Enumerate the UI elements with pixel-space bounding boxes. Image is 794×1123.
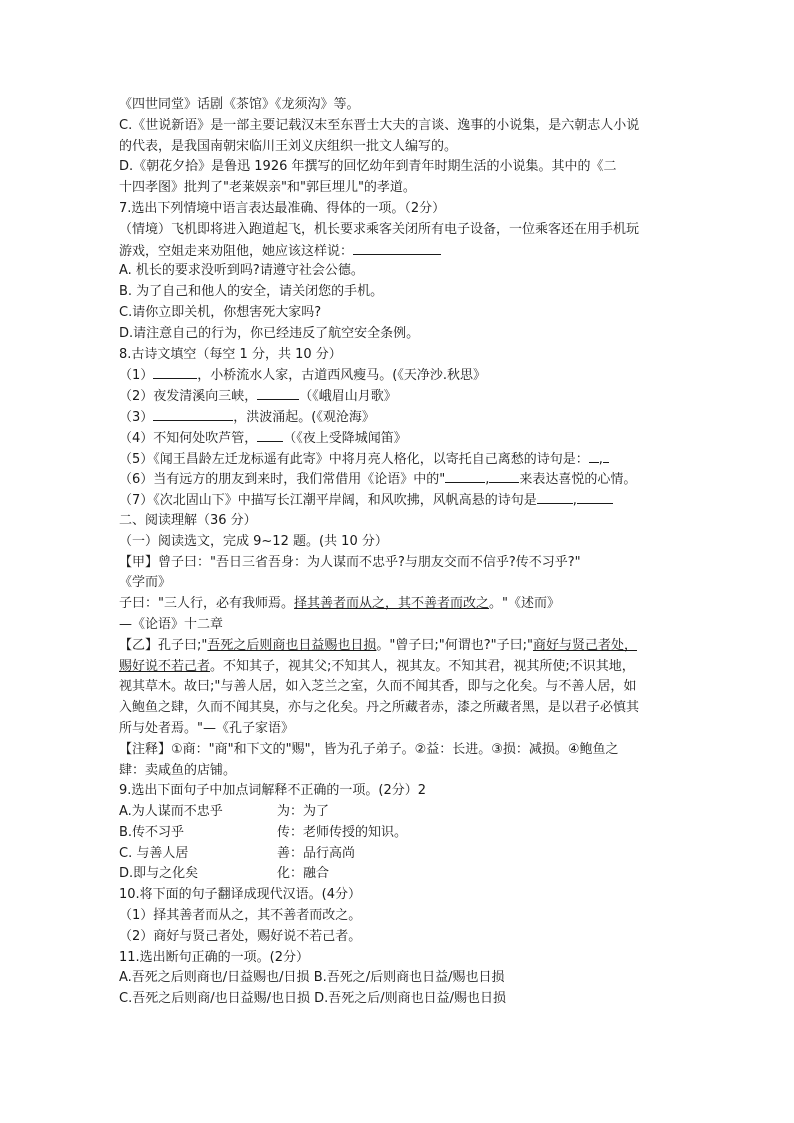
q7-context-line2: [119, 241, 681, 262]
q7-option-b: B. 为了自己和他人的安全，请关闭您的手机。: [119, 284, 384, 300]
comma: ,: [572, 493, 577, 509]
q8-item-2-source: （《峨眉山月歌》: [299, 389, 397, 405]
q9-option-b: [119, 823, 681, 844]
q7-option-d: D.请注意自己的行为，你已经违反了航空安全条例。: [119, 325, 420, 341]
q9-option-d: [119, 864, 681, 885]
answer-blank[interactable]: [153, 407, 233, 421]
q8-item-2-text: （2）夜发清溪向三峡，: [119, 389, 258, 405]
q7-option-a: A. 机长的要求没听到吗?请遵守社会公德。: [119, 263, 364, 279]
q8-item-2: [119, 386, 681, 407]
q7-context: （情境）飞机即将进入跑道起飞，机长要求乘客关闭所有电子设备，一位乘客还在用手机玩: [119, 221, 640, 237]
q10-item-2: （2）商好与贤己者处，赐好说不若己者。: [119, 928, 362, 944]
q8-item-6-tail: 来表达喜悦的心情。: [519, 472, 637, 488]
q8-item-4-text: （4）不知何处吹芦管，: [119, 430, 258, 446]
passage-jia-source: 《学而》: [119, 575, 172, 591]
comma: ,: [485, 472, 490, 488]
answer-blank[interactable]: [589, 449, 599, 463]
q8-item-6: [119, 469, 681, 490]
yi-text: 【乙】孔子曰;": [119, 637, 208, 653]
passage-yi-line1: [119, 636, 681, 657]
q9-option-c-sentence: C. 与善人居: [119, 845, 189, 861]
passage-yi-line2: [119, 657, 681, 678]
q8-item-3-num: （3）: [119, 409, 154, 425]
q8-item-5: [119, 449, 681, 470]
underlined-sentence: 赐好说不若己者: [119, 658, 211, 674]
q8-item-3-text: ，洪波涌起。(《观沧海》: [233, 409, 375, 425]
yi-text: 。不知其子，视其父;不知其人，视其友。不知其君，视其所使;不识其地，: [210, 658, 635, 674]
jia-source: 。"《述而》: [489, 596, 560, 612]
passage-jia-line: [119, 594, 681, 615]
question-9: 9.选出下面句子中加点词解释不正确的一项。(2分）2: [119, 783, 427, 799]
jia-text: 子曰："三人行，必有我师焉。: [119, 596, 294, 612]
q9-option-d-sentence: D.即与之化矣: [119, 866, 199, 882]
answer-blank[interactable]: [537, 490, 573, 504]
text-line: 的代表，是我国南朝宋临川王刘义庆组织一批文人编写的。: [119, 138, 458, 154]
answer-blank[interactable]: [257, 386, 299, 400]
question-7: 7.选出下列情境中语言表达最准确、得体的一项。（2分）: [119, 200, 446, 216]
q8-item-6-text: （6）当有远方的朋友到来时，我们常借用《论语》中的": [119, 472, 446, 488]
q9-option-d-gloss: 化：融合: [277, 866, 330, 882]
q8-item-1: [119, 365, 681, 386]
underlined-sentence: 吾死之后则商也日益赐也日损: [207, 637, 377, 653]
yi-text: 。"曾子曰;"何谓也?"子曰;": [376, 637, 533, 653]
answer-blank[interactable]: [577, 490, 613, 504]
q8-item-7-text: （7）《次北固山下》中描写长江潮平岸阔，和风吹拂，风帆高悬的诗句是: [119, 493, 537, 509]
section-2-title: 二、阅读理解（36 分）: [119, 512, 257, 528]
q9-option-c-gloss: 善：品行高尚: [277, 845, 356, 861]
q9-option-a-gloss: 为：为了: [277, 804, 330, 820]
text-line: 十四孝图》批判了"老莱娱亲"和"郭巨埋儿"的孝道。: [119, 180, 416, 196]
answer-blank[interactable]: [257, 428, 283, 442]
q9-option-a: [119, 802, 681, 823]
option-d-text: D.《朝花夕拾》是鲁迅 1926 年撰写的回忆幼年到青年时期生活的小说集。其中的《二: [119, 159, 617, 175]
passage-yi-line5: 所与处者焉。"—《孔子家语》: [119, 720, 294, 736]
q10-item-1: （1）择其善者而从之，其不善者而改之。: [119, 908, 362, 924]
q9-option-b-sentence: B.传不习乎: [119, 824, 185, 840]
q9-option-c: [119, 844, 681, 865]
q11-options-cd: C.吾死之后则商/也日益赐/也日损 D.吾死之后/则商也日益/赐也日损: [119, 991, 507, 1007]
passage-yi-line4: 入鲍鱼之肆，久而不闻其臭，亦与之化矣。丹之所藏者赤，漆之所藏者黑，是以君子必慎其: [119, 700, 640, 716]
q8-item-7: [119, 490, 681, 511]
exam-page: [119, 95, 681, 1010]
q8-item-3: [119, 407, 681, 428]
answer-blank[interactable]: [153, 365, 197, 379]
underlined-sentence: 商好与贤己者处，: [532, 637, 637, 653]
q8-item-4: [119, 428, 681, 449]
notes: 【注释】①商："商"和下文的"赐"，皆为孔子弟子。②益：长进。③损：减损。④鲍鱼之: [119, 741, 619, 757]
answer-blank[interactable]: [445, 469, 485, 483]
passage-jia: 【甲】曾子曰："吾日三省吾身：为人谋而不忠乎?与朋友交而不信乎?传不习乎?": [119, 554, 581, 570]
comma: ,: [598, 451, 603, 467]
text-line: 《四世同堂》话剧《茶馆》《龙须沟》等。: [119, 97, 360, 112]
answer-blank[interactable]: [603, 449, 609, 463]
q11-options-ab: A.吾死之后则商也/日益赐也/日损 B.吾死之/后则商也日益/赐也日损: [119, 970, 505, 986]
q8-item-1-num: （1）: [119, 368, 154, 384]
question-11: 11.选出断句正确的一项。(2分）: [119, 949, 310, 965]
notes-cont: 肆：卖咸鱼的店铺。: [119, 762, 237, 778]
q8-item-5-text: （5）《闻王昌龄左迁龙标遥有此寄》中将月亮人格化，以寄托自己离愁的诗句是：: [119, 451, 589, 467]
q7-option-c: C.请你立即关机，你想害死大家吗?: [119, 304, 322, 320]
answer-blank[interactable]: [353, 241, 441, 255]
answer-blank[interactable]: [489, 469, 519, 483]
option-c-text: C.《世说新语》是一部主要记载汉末至东晋士大夫的言谈、逸事的小说集，是六朝志人小说: [119, 117, 640, 133]
subsection-1-title: （一）阅读选文，完成 9~12 题。(共 10 分）: [119, 533, 388, 549]
q7-context-text: 游戏，空姐走来劝阻他，她应该这样说：: [119, 243, 354, 259]
q8-item-1-text: ，小桥流水人家，古道西风瘦马。(《天净沙.秋思》: [197, 368, 486, 384]
q9-option-b-gloss: 传：老师传授的知识。: [277, 824, 408, 840]
passage-yi-line3: 视其草木。故曰;"与善人居，如入芝兰之室，久而不闻其香，即与之化矣。与不善人居，如: [119, 679, 637, 695]
question-10: 10.将下面的句子翻译成现代汉语。(4分）: [119, 887, 362, 903]
question-8: 8.古诗文填空（每空 1 分，共 10 分）: [119, 346, 342, 362]
passage-jia-attribution: —《论语》十二章: [119, 616, 224, 632]
q8-item-4-source: （《夜上受降城闻笛》: [283, 430, 407, 446]
q9-option-a-sentence: A.为人谋而不忠乎: [119, 804, 223, 820]
underlined-sentence: 择其善者而从之，其不善者而改之: [293, 596, 489, 612]
